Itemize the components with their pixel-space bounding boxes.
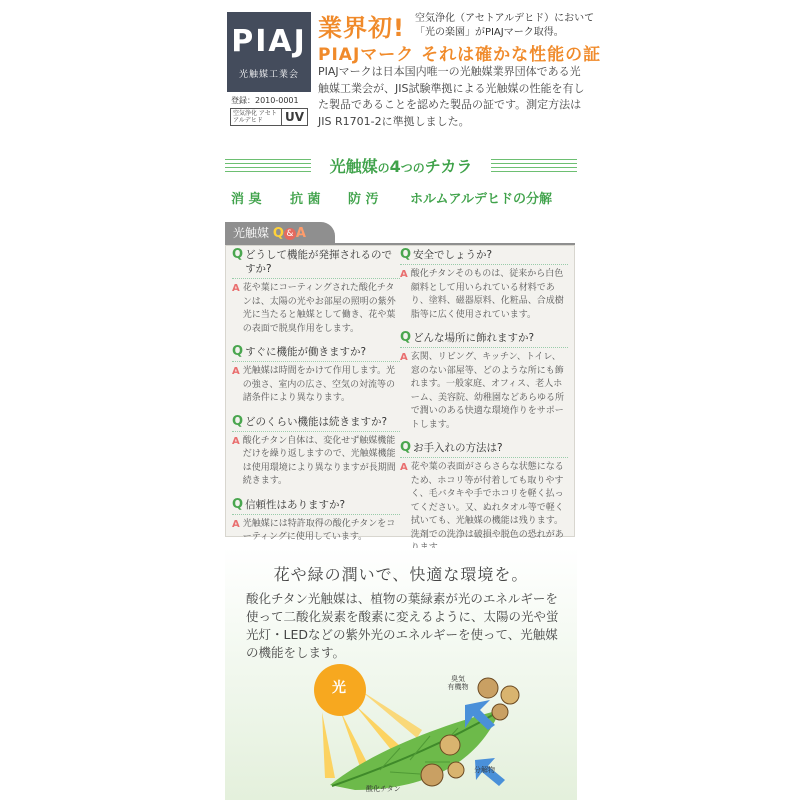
qa-tab	[225, 222, 335, 244]
powers-title-a: 光触媒	[329, 157, 378, 176]
question-mark: Q	[232, 344, 244, 359]
qa-column-right	[400, 248, 568, 565]
piaj-category: 空気浄化 アセトアルデヒド	[231, 109, 282, 125]
titanium-oxide-label: 酸化チタン	[366, 785, 401, 793]
qa-tab-amp: &	[284, 228, 296, 240]
power-deodorize: 消 臭	[231, 192, 262, 207]
powers-title-e: チカラ	[424, 157, 473, 176]
qa-item	[400, 441, 568, 556]
answer-mark: A	[232, 435, 240, 447]
question-text: お手入れの方法は?	[413, 442, 503, 454]
power-antibacterial: 抗 菌	[290, 192, 321, 207]
power-antifouling: 防 汚	[348, 192, 379, 207]
particle-icon	[448, 762, 464, 778]
answer-text: 花や葉にコーティングされた酸化チタンは、太陽の光やお部屋の照明の紫外光に当たると触媒として働き、花や葉の表面で脱臭作用をします。	[242, 283, 396, 334]
particle-icon	[440, 735, 460, 755]
question-text: どのくらい機能は続きますか?	[245, 415, 388, 428]
headline: 業界初!	[318, 14, 405, 42]
question-mark: Q	[232, 413, 244, 429]
question-text: 安全でしょうか?	[413, 249, 493, 261]
odor-label-1: 臭気	[451, 675, 465, 683]
question-mark: Q	[232, 496, 244, 512]
question-text: 信頼性はありますか?	[245, 498, 346, 511]
powers-title-c: 4	[389, 157, 401, 176]
decomposed-label: 分解物	[474, 766, 495, 774]
headline-note-line-2: 「光の楽園」がPIAJマーク取得。	[414, 26, 564, 38]
piaj-org-name: 光触媒工業会	[238, 69, 299, 80]
qa-item	[400, 331, 568, 432]
answer-text: 玄関、リビング、キッチン、トイレ、窓のない部屋等、どのような所にも飾れます。一般家庭、オフィス、老人ホーム、美容院、幼稚園などあらゆる所で潤いのある快適な環境作りをサポートします。	[410, 352, 565, 430]
powers-heading	[225, 156, 577, 178]
piaj-logo: PIAJ	[231, 23, 307, 59]
headline-note	[415, 12, 594, 40]
question-mark: Q	[400, 247, 412, 262]
qa-tab-q: Q	[272, 226, 284, 241]
powers-title	[313, 156, 489, 179]
powers-title-b: の	[377, 161, 390, 175]
answer-text: 酸化チタンそのものは、従来から白色顔料として用いられている材料であり、塗料、磁器原料、化粧品、合成樹脂等に広く使用されています。	[410, 269, 564, 320]
piaj-uv: UV	[284, 110, 304, 124]
qa-item	[232, 248, 400, 336]
powers-title-d: つの	[400, 161, 425, 175]
question-mark: Q	[400, 330, 412, 345]
stripe-decoration-right	[491, 159, 577, 175]
sun-ray	[322, 712, 335, 778]
particle-icon	[501, 686, 519, 704]
question-mark: Q	[232, 247, 244, 262]
qa-item	[232, 345, 400, 406]
answer-text: 酸化チタン自体は、変化せず触媒機能だけを繰り返しますので、光触媒機能は使用環境により異なりますが長期間続きます。	[242, 435, 396, 486]
particle-icon	[421, 764, 443, 786]
piaj-registration: 登録：2010-0001	[231, 96, 299, 105]
subhead: PIAJマーク それは確かな性能の証	[318, 45, 602, 65]
qa-tab-a: A	[295, 226, 306, 241]
qa-item	[232, 498, 400, 545]
photocatalyst-illustration	[260, 650, 560, 800]
answer-text: 光触媒には特許取得の酸化チタンをコーティングに使用しています。	[242, 518, 396, 542]
particle-icon	[478, 678, 498, 698]
qa-column-left	[232, 248, 400, 554]
particle-icon	[492, 704, 508, 720]
qa-item	[400, 248, 568, 322]
sun-ray	[360, 690, 422, 738]
question-text: どうして機能が発揮されるのですか?	[245, 249, 393, 275]
qa-tab-label: 光触媒	[233, 226, 270, 240]
answer-mark: A	[400, 462, 408, 473]
odor-label	[438, 675, 478, 691]
bottom-title: 花や緑の潤いで、快適な環境を。	[273, 565, 529, 584]
answer-mark: A	[400, 269, 408, 280]
headline-note-line-1: 空気浄化（アセトアルデヒド）において	[414, 12, 595, 24]
question-text: どんな場所に飾れますか?	[413, 332, 535, 344]
answer-mark: A	[232, 518, 240, 530]
answer-text: 光触媒は時間をかけて作用します。光の強さ、室内の広さ、空気の対流等の諸条件により異なります。	[242, 366, 396, 403]
odor-label-2: 有機物	[447, 683, 469, 691]
qa-item	[232, 415, 400, 489]
answer-mark: A	[232, 283, 240, 294]
powers-list	[231, 188, 576, 207]
power-formaldehyde: ホルムアルデヒドの分解	[410, 192, 552, 207]
piaj-badge	[227, 12, 311, 124]
intro-paragraph: PIAJマークは日本国内唯一の光触媒業界団体である光触媒工業会が、JIS試験準拠による光触媒の性能を有した製品であることを認めた製品の証です。測定方法はJIS R1701-2に準拠しました。	[318, 65, 585, 128]
answer-mark: A	[400, 352, 408, 363]
question-text: すぐに機能が働きますか?	[245, 346, 367, 358]
question-mark: Q	[400, 440, 412, 455]
stripe-decoration-left	[225, 159, 311, 175]
piaj-category-box	[230, 108, 308, 126]
answer-mark: A	[232, 366, 240, 377]
sun-label: 光	[332, 680, 346, 696]
answer-text: 花や葉の表面がさらさらな状態になるため、ホコリ等が付着しても取りやすく、毛バタキや手でホコリを軽く払ってください。又、ぬれタオル等で軽く拭いても、光触媒の機能は残ります。洗剤での洗浄は破損や脱色の恐れがあ	[410, 462, 564, 540]
bottom-paragraph: 酸化チタン光触媒は、植物の葉緑素が光のエネルギーを使って二酸化炭素を酸素に変えるように、太陽の光や蛍光灯・LEDなどの紫外光のエネルギーを使って、光触媒の機能をします。	[246, 591, 559, 660]
headline-row	[318, 8, 594, 43]
piaj-badge-plate	[227, 12, 311, 92]
